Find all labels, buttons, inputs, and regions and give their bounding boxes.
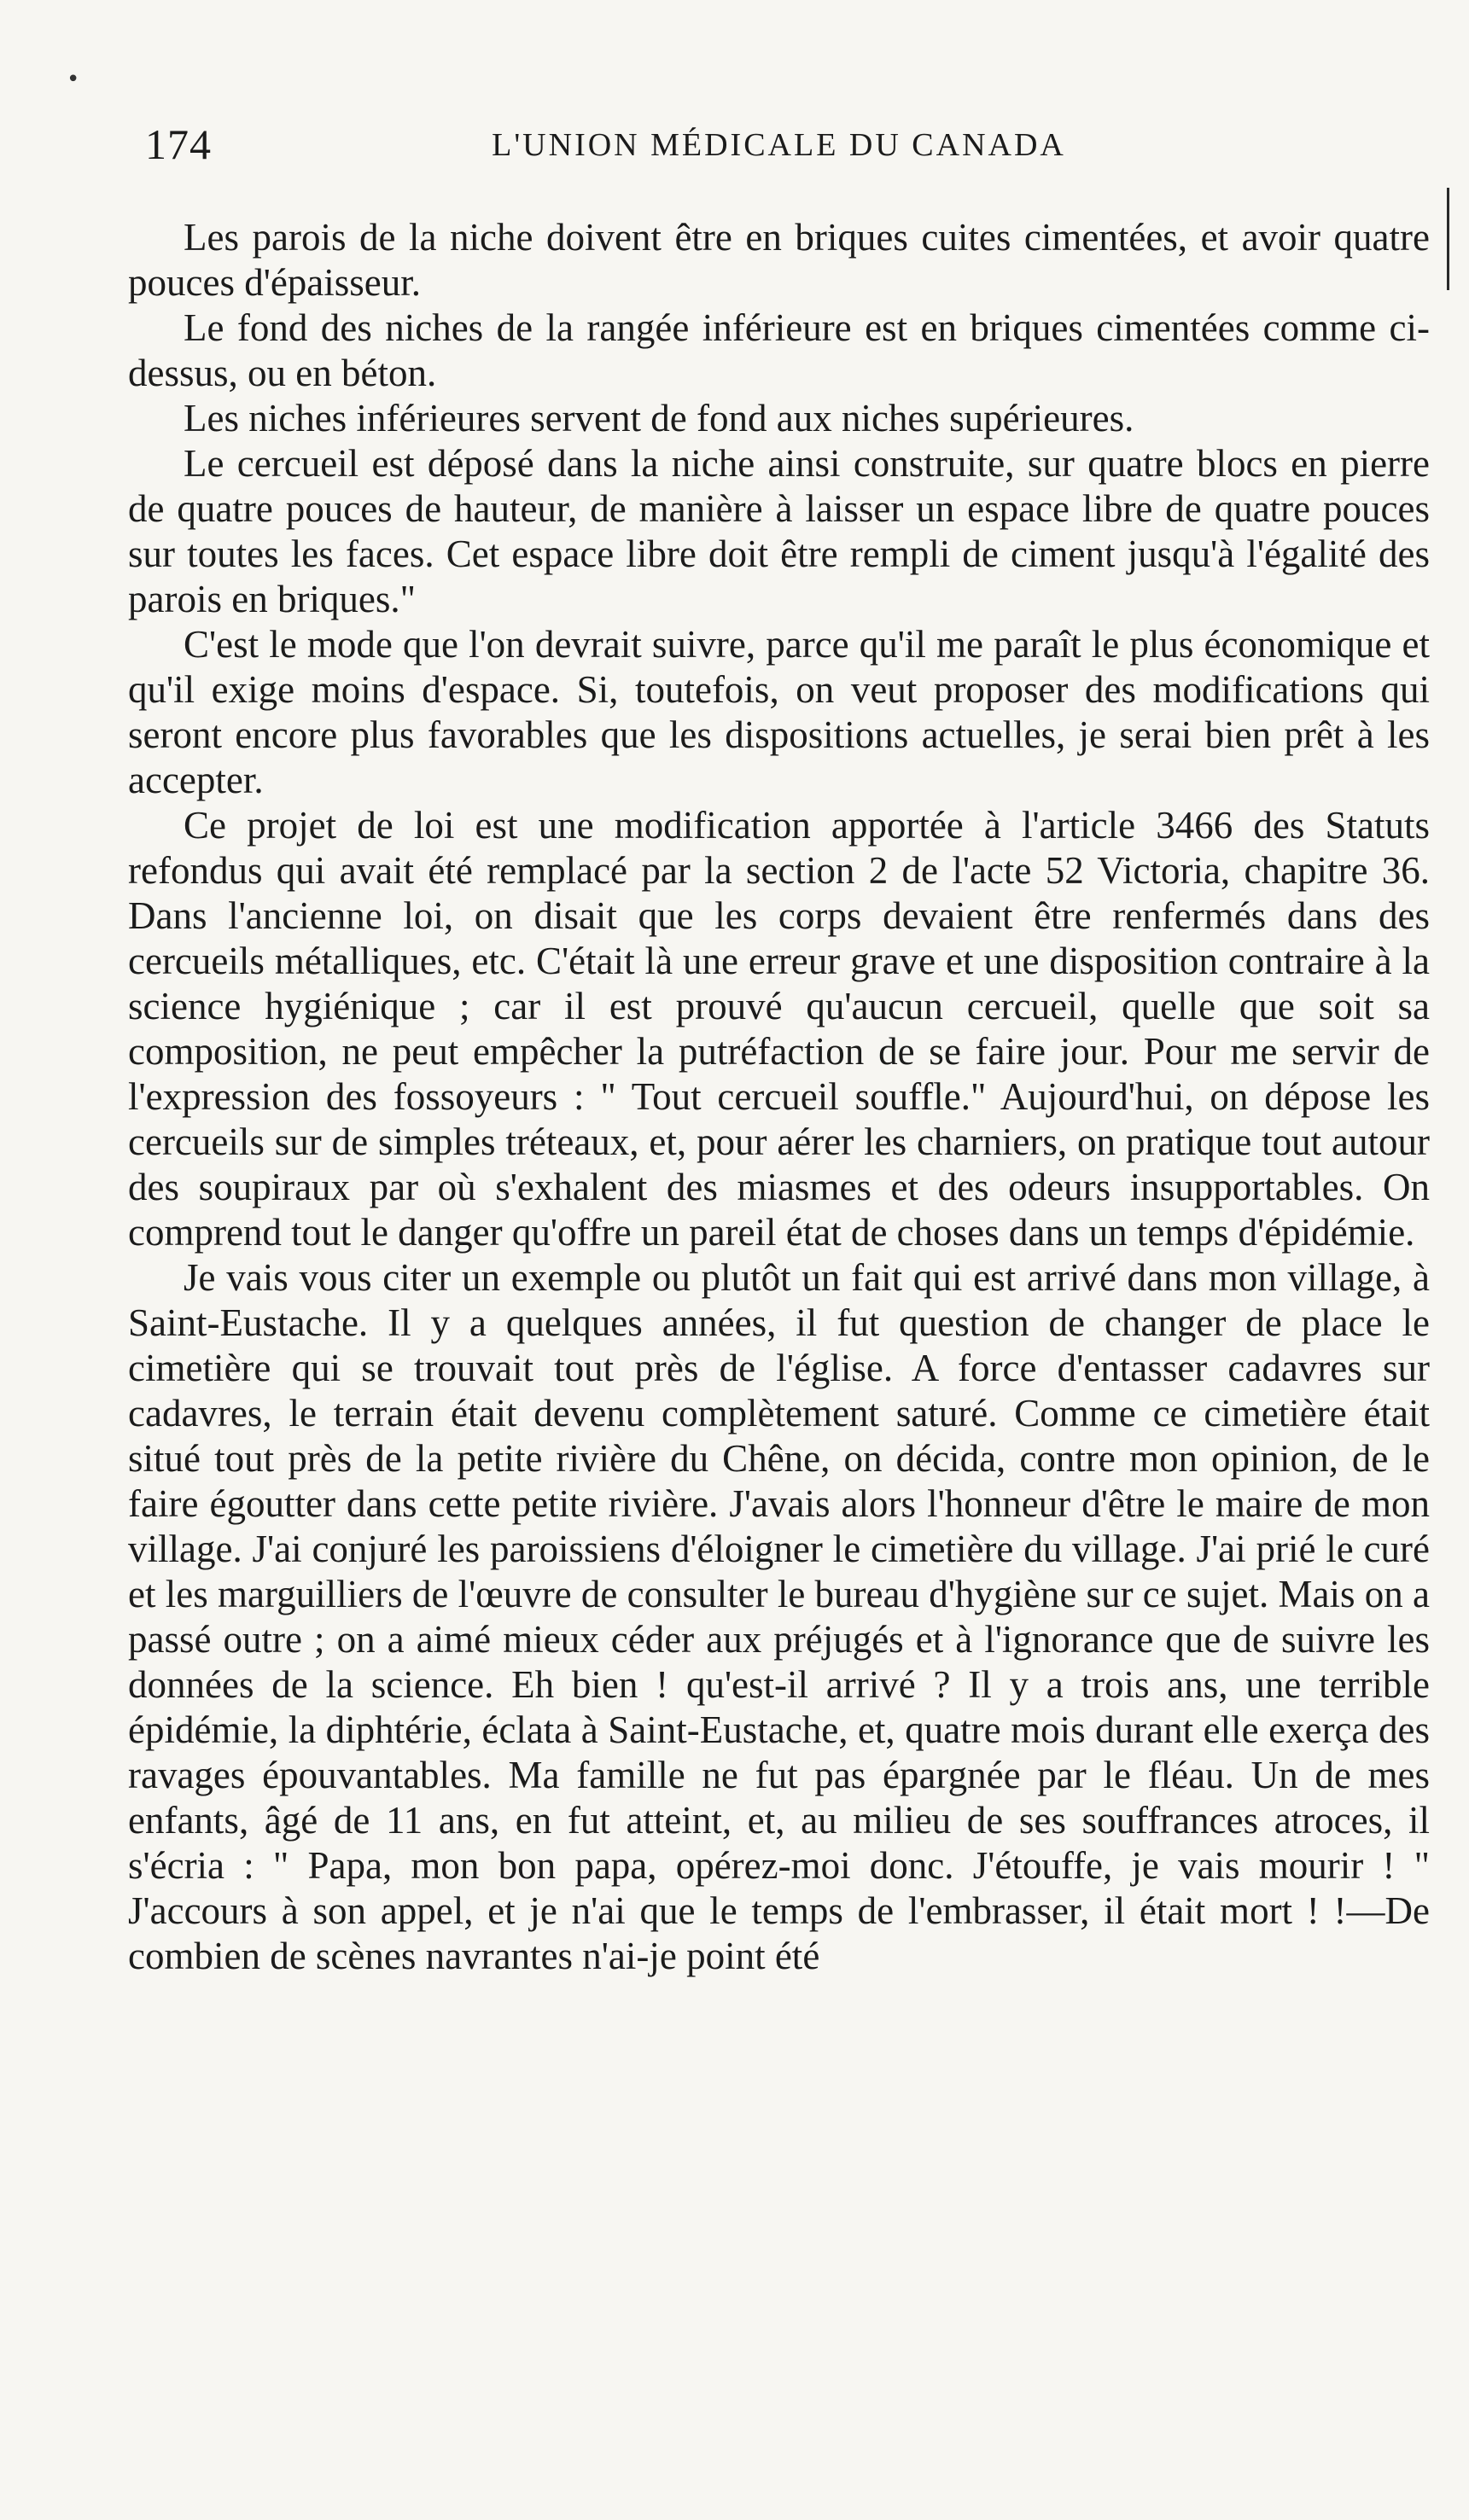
running-head: L'UNION MÉDICALE DU CANADA [492, 127, 1066, 163]
paragraph: C'est le mode que l'on devrait suivre, parce qu'il me paraît le plus économique et qu'il exige moins d'espace. Si, toutefois, on veut proposer des modifications qui seront encore plus favorables que les dispositions actuelles, je serai bien prêt à les accepter. [128, 623, 1430, 801]
paragraph: Le cercueil est déposé dans la niche ainsi construite, sur quatre blocs en pierre de quatre pouces de hauteur, de manière à laisser un espace libre de quatre pouces sur toutes les faces. Cet espace libre doit être rempli de ciment jusqu'à l'égalité des parois en briques." [128, 442, 1430, 620]
page-header [128, 119, 1430, 179]
body-text [128, 215, 1430, 1979]
paragraph: Les parois de la niche doivent être en briques cuites cimentées, et avoir quatre pouces d'épaisseur. [128, 216, 1430, 304]
paragraph: Je vais vous citer un exemple ou plutôt un fait qui est arrivé dans mon village, à Saint-Eustache. Il y a quelques années, il fut question de changer de place le cimetière qui se trouvait tout près de l'église. A force d'entasser cadavres sur cadavres, le terrain était devenu complètement saturé. Comme ce cimetière était situé tout près de la petite rivière du Chêne, on décida, contre mon opinion, de le faire égoutter dans cette petite rivière. J'avais alors l'honneur d'être le maire de mon village. J'ai conjuré les paroissiens d'éloigner le cimetière du village. J'ai prié le curé et les marguilliers de l'œuvre de consulter le bureau d'hygiène sur ce sujet. Mais on a passé outre ; on a aimé mieux céder aux préjugés et à l'ignorance que de suivre les données de la science. Eh bien ! qu'est-il arrivé ? Il y a trois ans, une terrible épidémie, la diphtérie, éclata à Saint-Eustache, et, quatre mois durant elle exerça des ravages épouvantables. Ma famille ne fut pas épargnée par le fléau. Un de mes enfants, âgé de 11 ans, en fut atteint, et, au milieu de ses souffrances atroces, il s'écria : " Papa, mon bon papa, opérez-moi donc. J'étouffe, je vais mourir ! " J'accours à son appel, et je n'ai que le temps de l'embrasser, il était mort ! !—De combien de scènes navrantes n'ai-je point été [128, 1256, 1430, 1977]
page-number: 174 [145, 120, 212, 168]
margin-rule [1447, 188, 1449, 290]
paragraph: Les niches inférieures servent de fond aux niches supérieures. [184, 397, 1134, 439]
paragraph: Le fond des niches de la rangée inférieure est en briques cimentées comme ci-dessus, ou en béton. [128, 306, 1430, 394]
book-page [128, 0, 1430, 2520]
margin-speck: • [67, 67, 80, 92]
paragraph: Ce projet de loi est une modification apportée à l'article 3466 des Statuts refondus qui avait été remplacé par la section 2 de l'acte 52 Victoria, chapitre 36. Dans l'ancienne loi, on disait que les corps devaient être renfermés dans des cercueils métalliques, etc. C'était là une erreur grave et une disposition contraire à la science hygiénique ; car il est prouvé qu'aucun cercueil, quelle que soit sa composition, ne peut empêcher la putréfaction de se faire jour. Pour me servir de l'expression des fossoyeurs : " Tout cercueil souffle." Aujourd'hui, on dépose les cercueils sur de simples tréteaux, et, pour aérer les charniers, on pratique tout autour des soupiraux par où s'exhalent des miasmes et des odeurs insupportables. On comprend tout le danger qu'offre un pareil état de choses dans un temps d'épidémie. [128, 804, 1430, 1254]
